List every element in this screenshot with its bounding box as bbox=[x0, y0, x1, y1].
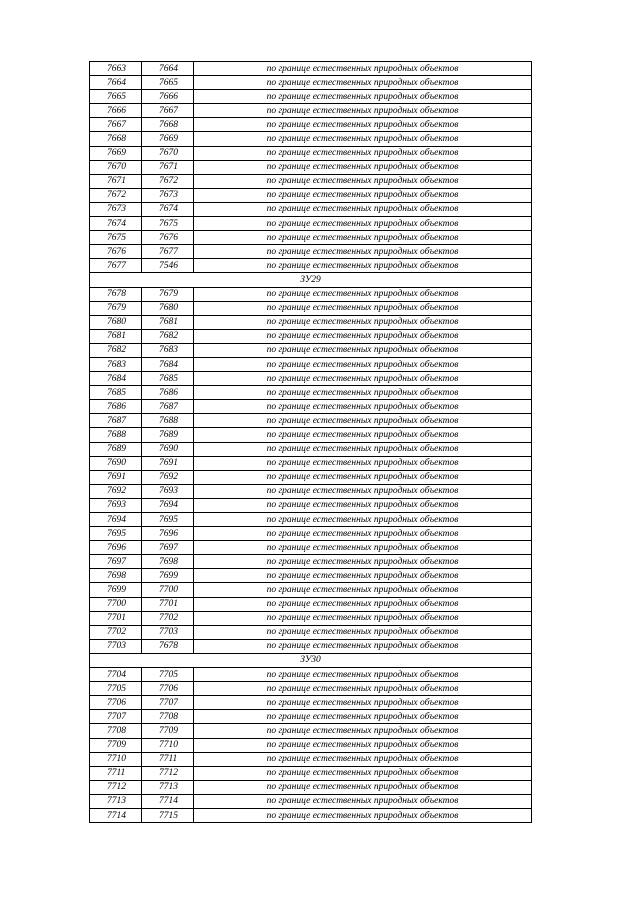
table-row bbox=[90, 639, 532, 653]
to-point-cell: 7677 bbox=[142, 245, 194, 259]
table-row bbox=[90, 569, 532, 583]
from-point-cell: 7669 bbox=[90, 146, 142, 160]
table-row bbox=[90, 76, 532, 90]
description-cell: по границе естественных природных объектов bbox=[194, 118, 532, 132]
description-cell: по границе естественных природных объектов bbox=[194, 245, 532, 259]
section-header-row bbox=[90, 273, 532, 287]
table-row bbox=[90, 738, 532, 752]
from-point-cell: 7682 bbox=[90, 343, 142, 357]
description-cell: по границе естественных природных объектов bbox=[194, 541, 532, 555]
to-point-cell: 7707 bbox=[142, 696, 194, 710]
description-cell: по границе естественных природных объектов bbox=[194, 315, 532, 329]
description-cell: по границе естественных природных объектов bbox=[194, 456, 532, 470]
from-point-cell: 7694 bbox=[90, 513, 142, 527]
table-row bbox=[90, 231, 532, 245]
from-point-cell: 7672 bbox=[90, 188, 142, 202]
description-cell: по границе естественных природных объектов bbox=[194, 555, 532, 569]
section-label: ЗУ30 bbox=[90, 653, 532, 667]
description-cell: по границе естественных природных объектов bbox=[194, 146, 532, 160]
from-point-cell: 7674 bbox=[90, 217, 142, 231]
to-point-cell: 7672 bbox=[142, 174, 194, 188]
table-row bbox=[90, 202, 532, 216]
description-cell: по границе естественных природных объектов bbox=[194, 217, 532, 231]
from-point-cell: 7685 bbox=[90, 386, 142, 400]
table-row bbox=[90, 752, 532, 766]
boundary-table-body bbox=[90, 62, 532, 823]
description-cell: по границе естественных природных объектов bbox=[194, 301, 532, 315]
description-cell: по границе естественных природных объектов bbox=[194, 710, 532, 724]
from-point-cell: 7710 bbox=[90, 752, 142, 766]
to-point-cell: 7706 bbox=[142, 682, 194, 696]
from-point-cell: 7679 bbox=[90, 301, 142, 315]
to-point-cell: 7712 bbox=[142, 766, 194, 780]
from-point-cell: 7709 bbox=[90, 738, 142, 752]
table-row bbox=[90, 414, 532, 428]
from-point-cell: 7671 bbox=[90, 174, 142, 188]
to-point-cell: 7699 bbox=[142, 569, 194, 583]
to-point-cell: 7701 bbox=[142, 597, 194, 611]
description-cell: по границе естественных природных объектов bbox=[194, 202, 532, 216]
from-point-cell: 7707 bbox=[90, 710, 142, 724]
to-point-cell: 7683 bbox=[142, 343, 194, 357]
table-row bbox=[90, 442, 532, 456]
to-point-cell: 7673 bbox=[142, 188, 194, 202]
from-point-cell: 7686 bbox=[90, 400, 142, 414]
from-point-cell: 7691 bbox=[90, 470, 142, 484]
description-cell: по границе естественных природных объектов bbox=[194, 104, 532, 118]
from-point-cell: 7704 bbox=[90, 668, 142, 682]
from-point-cell: 7699 bbox=[90, 583, 142, 597]
to-point-cell: 7546 bbox=[142, 259, 194, 273]
table-row bbox=[90, 104, 532, 118]
description-cell: по границе естественных природных объектов bbox=[194, 639, 532, 653]
table-row bbox=[90, 696, 532, 710]
to-point-cell: 7687 bbox=[142, 400, 194, 414]
description-cell: по границе естественных природных объектов bbox=[194, 287, 532, 301]
description-cell: по границе естественных природных объектов bbox=[194, 259, 532, 273]
description-cell: по границе естественных природных объектов bbox=[194, 442, 532, 456]
to-point-cell: 7669 bbox=[142, 132, 194, 146]
table-row bbox=[90, 780, 532, 794]
table-row bbox=[90, 724, 532, 738]
table-row bbox=[90, 287, 532, 301]
from-point-cell: 7703 bbox=[90, 639, 142, 653]
to-point-cell: 7676 bbox=[142, 231, 194, 245]
to-point-cell: 7671 bbox=[142, 160, 194, 174]
from-point-cell: 7695 bbox=[90, 527, 142, 541]
table-row bbox=[90, 372, 532, 386]
to-point-cell: 7668 bbox=[142, 118, 194, 132]
to-point-cell: 7690 bbox=[142, 442, 194, 456]
description-cell: по границе естественных природных объектов bbox=[194, 625, 532, 639]
from-point-cell: 7663 bbox=[90, 62, 142, 76]
description-cell: по границе естественных природных объектов bbox=[194, 766, 532, 780]
table-row bbox=[90, 484, 532, 498]
to-point-cell: 7665 bbox=[142, 76, 194, 90]
section-header-row bbox=[90, 653, 532, 667]
to-point-cell: 7697 bbox=[142, 541, 194, 555]
description-cell: по границе естественных природных объектов bbox=[194, 329, 532, 343]
from-point-cell: 7689 bbox=[90, 442, 142, 456]
to-point-cell: 7713 bbox=[142, 780, 194, 794]
description-cell: по границе естественных природных объектов bbox=[194, 682, 532, 696]
table-row bbox=[90, 766, 532, 780]
to-point-cell: 7696 bbox=[142, 527, 194, 541]
from-point-cell: 7688 bbox=[90, 428, 142, 442]
to-point-cell: 7666 bbox=[142, 90, 194, 104]
description-cell: по границе естественных природных объектов bbox=[194, 76, 532, 90]
to-point-cell: 7691 bbox=[142, 456, 194, 470]
from-point-cell: 7681 bbox=[90, 329, 142, 343]
section-label: ЗУ29 bbox=[90, 273, 532, 287]
table-row bbox=[90, 456, 532, 470]
description-cell: по границе естественных природных объектов bbox=[194, 414, 532, 428]
from-point-cell: 7701 bbox=[90, 611, 142, 625]
to-point-cell: 7681 bbox=[142, 315, 194, 329]
from-point-cell: 7665 bbox=[90, 90, 142, 104]
description-cell: по границе естественных природных объектов bbox=[194, 90, 532, 104]
from-point-cell: 7696 bbox=[90, 541, 142, 555]
from-point-cell: 7702 bbox=[90, 625, 142, 639]
description-cell: по границе естественных природных объектов bbox=[194, 738, 532, 752]
table-row bbox=[90, 470, 532, 484]
description-cell: по границе естественных природных объектов bbox=[194, 597, 532, 611]
table-row bbox=[90, 329, 532, 343]
description-cell: по границе естественных природных объектов bbox=[194, 484, 532, 498]
from-point-cell: 7697 bbox=[90, 555, 142, 569]
description-cell: по границе естественных природных объектов bbox=[194, 357, 532, 371]
table-row bbox=[90, 527, 532, 541]
from-point-cell: 7680 bbox=[90, 315, 142, 329]
to-point-cell: 7682 bbox=[142, 329, 194, 343]
from-point-cell: 7670 bbox=[90, 160, 142, 174]
table-row bbox=[90, 682, 532, 696]
from-point-cell: 7711 bbox=[90, 766, 142, 780]
from-point-cell: 7706 bbox=[90, 696, 142, 710]
table-row bbox=[90, 597, 532, 611]
table-row bbox=[90, 555, 532, 569]
to-point-cell: 7664 bbox=[142, 62, 194, 76]
from-point-cell: 7712 bbox=[90, 780, 142, 794]
to-point-cell: 7684 bbox=[142, 357, 194, 371]
to-point-cell: 7698 bbox=[142, 555, 194, 569]
from-point-cell: 7693 bbox=[90, 498, 142, 512]
table-row bbox=[90, 259, 532, 273]
to-point-cell: 7688 bbox=[142, 414, 194, 428]
to-point-cell: 7694 bbox=[142, 498, 194, 512]
to-point-cell: 7695 bbox=[142, 513, 194, 527]
to-point-cell: 7679 bbox=[142, 287, 194, 301]
table-row bbox=[90, 118, 532, 132]
description-cell: по границе естественных природных объектов bbox=[194, 583, 532, 597]
to-point-cell: 7705 bbox=[142, 668, 194, 682]
description-cell: по границе естественных природных объектов bbox=[194, 386, 532, 400]
description-cell: по границе естественных природных объектов bbox=[194, 174, 532, 188]
table-row bbox=[90, 315, 532, 329]
description-cell: по границе естественных природных объектов bbox=[194, 160, 532, 174]
to-point-cell: 7708 bbox=[142, 710, 194, 724]
to-point-cell: 7670 bbox=[142, 146, 194, 160]
table-row bbox=[90, 808, 532, 822]
table-row bbox=[90, 357, 532, 371]
from-point-cell: 7677 bbox=[90, 259, 142, 273]
table-row bbox=[90, 62, 532, 76]
from-point-cell: 7675 bbox=[90, 231, 142, 245]
to-point-cell: 7709 bbox=[142, 724, 194, 738]
description-cell: по границе естественных природных объектов bbox=[194, 569, 532, 583]
description-cell: по границе естественных природных объектов bbox=[194, 62, 532, 76]
description-cell: по границе естественных природных объектов bbox=[194, 428, 532, 442]
description-cell: по границе естественных природных объектов bbox=[194, 808, 532, 822]
boundary-table bbox=[89, 61, 532, 823]
from-point-cell: 7678 bbox=[90, 287, 142, 301]
table-row bbox=[90, 710, 532, 724]
table-row bbox=[90, 668, 532, 682]
from-point-cell: 7684 bbox=[90, 372, 142, 386]
from-point-cell: 7713 bbox=[90, 794, 142, 808]
to-point-cell: 7680 bbox=[142, 301, 194, 315]
table-row bbox=[90, 160, 532, 174]
table-row bbox=[90, 428, 532, 442]
description-cell: по границе естественных природных объектов bbox=[194, 513, 532, 527]
from-point-cell: 7668 bbox=[90, 132, 142, 146]
from-point-cell: 7664 bbox=[90, 76, 142, 90]
description-cell: по границе естественных природных объектов bbox=[194, 752, 532, 766]
table-row bbox=[90, 513, 532, 527]
table-row bbox=[90, 400, 532, 414]
table-row bbox=[90, 541, 532, 555]
description-cell: по границе естественных природных объектов bbox=[194, 400, 532, 414]
table-row bbox=[90, 146, 532, 160]
description-cell: по границе естественных природных объектов bbox=[194, 372, 532, 386]
from-point-cell: 7708 bbox=[90, 724, 142, 738]
table-row bbox=[90, 794, 532, 808]
description-cell: по границе естественных природных объектов bbox=[194, 611, 532, 625]
from-point-cell: 7676 bbox=[90, 245, 142, 259]
to-point-cell: 7675 bbox=[142, 217, 194, 231]
description-cell: по границе естественных природных объектов bbox=[194, 498, 532, 512]
to-point-cell: 7692 bbox=[142, 470, 194, 484]
table-row bbox=[90, 583, 532, 597]
to-point-cell: 7667 bbox=[142, 104, 194, 118]
from-point-cell: 7666 bbox=[90, 104, 142, 118]
from-point-cell: 7692 bbox=[90, 484, 142, 498]
description-cell: по границе естественных природных объектов bbox=[194, 231, 532, 245]
from-point-cell: 7673 bbox=[90, 202, 142, 216]
table-row bbox=[90, 343, 532, 357]
to-point-cell: 7710 bbox=[142, 738, 194, 752]
description-cell: по границе естественных природных объектов bbox=[194, 780, 532, 794]
to-point-cell: 7715 bbox=[142, 808, 194, 822]
description-cell: по границе естественных природных объектов bbox=[194, 668, 532, 682]
description-cell: по границе естественных природных объектов bbox=[194, 724, 532, 738]
table-row bbox=[90, 188, 532, 202]
to-point-cell: 7685 bbox=[142, 372, 194, 386]
to-point-cell: 7678 bbox=[142, 639, 194, 653]
description-cell: по границе естественных природных объектов bbox=[194, 794, 532, 808]
description-cell: по границе естественных природных объектов bbox=[194, 188, 532, 202]
from-point-cell: 7698 bbox=[90, 569, 142, 583]
description-cell: по границе естественных природных объектов bbox=[194, 343, 532, 357]
to-point-cell: 7689 bbox=[142, 428, 194, 442]
from-point-cell: 7667 bbox=[90, 118, 142, 132]
table-row bbox=[90, 245, 532, 259]
to-point-cell: 7686 bbox=[142, 386, 194, 400]
description-cell: по границе естественных природных объектов bbox=[194, 470, 532, 484]
table-row bbox=[90, 301, 532, 315]
table-row bbox=[90, 498, 532, 512]
to-point-cell: 7714 bbox=[142, 794, 194, 808]
to-point-cell: 7674 bbox=[142, 202, 194, 216]
table-row bbox=[90, 132, 532, 146]
from-point-cell: 7714 bbox=[90, 808, 142, 822]
to-point-cell: 7693 bbox=[142, 484, 194, 498]
from-point-cell: 7700 bbox=[90, 597, 142, 611]
table-row bbox=[90, 174, 532, 188]
table-row bbox=[90, 611, 532, 625]
description-cell: по границе естественных природных объектов bbox=[194, 132, 532, 146]
table-row bbox=[90, 386, 532, 400]
description-cell: по границе естественных природных объектов bbox=[194, 527, 532, 541]
table-row bbox=[90, 625, 532, 639]
to-point-cell: 7711 bbox=[142, 752, 194, 766]
table-row bbox=[90, 217, 532, 231]
from-point-cell: 7705 bbox=[90, 682, 142, 696]
description-cell: по границе естественных природных объектов bbox=[194, 696, 532, 710]
to-point-cell: 7702 bbox=[142, 611, 194, 625]
to-point-cell: 7703 bbox=[142, 625, 194, 639]
from-point-cell: 7683 bbox=[90, 357, 142, 371]
to-point-cell: 7700 bbox=[142, 583, 194, 597]
from-point-cell: 7690 bbox=[90, 456, 142, 470]
table-row bbox=[90, 90, 532, 104]
from-point-cell: 7687 bbox=[90, 414, 142, 428]
